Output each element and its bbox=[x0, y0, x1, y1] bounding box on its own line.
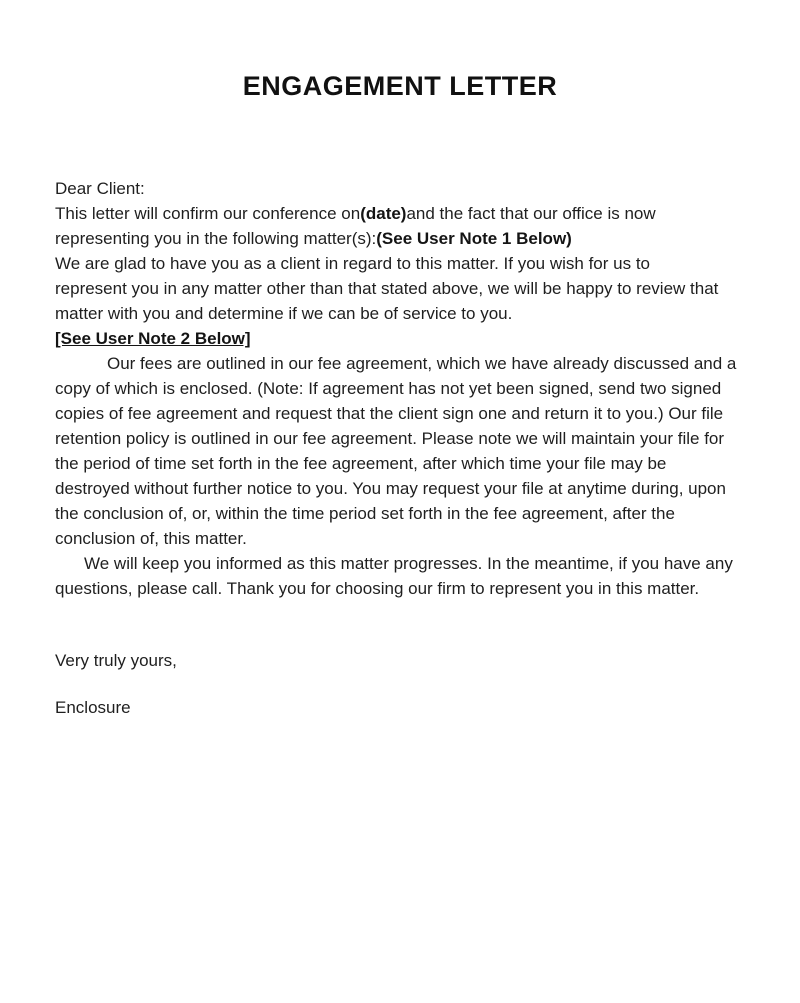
user-note-1-reference: (See User Note 1 Below) bbox=[376, 229, 572, 248]
paragraph-glad-client: We are glad to have you as a client in regard to this matter. If you wish for us to bbox=[55, 254, 650, 273]
represent-text: represent you in any matter other than that stated above, we will be happy to review that matter with you and determine if we can be of service to you. bbox=[55, 279, 719, 323]
date-placeholder: (date) bbox=[360, 204, 407, 223]
intro-text-2: and the fact that our office is now representing you in the following matter(s): bbox=[55, 204, 656, 248]
paragraph-conference-confirmation bbox=[55, 201, 745, 251]
enclosure-note: Enclosure bbox=[55, 698, 131, 717]
paragraph-fees-and-retention: Our fees are outlined in our fee agreement, which we have already discussed and a copy of which is enclosed. (Note: If agreement has not yet been signed, send two signed copies of fee agreement and request that the client sign one and return it to you.) Our file retention policy is outlined in our fee agreement. Please note we will maintain your file for the period of time set forth in the fee agreement, after which time your file may be destroyed without further notice to you. You may request your file at anytime during, upon the conclusion of, or, within the time period set forth in the fee agreement, after the conclusion of, this matter. bbox=[55, 354, 737, 548]
intro-text-1: This letter will confirm our conference on bbox=[55, 204, 361, 223]
closing-valediction: Very truly yours, bbox=[55, 651, 177, 670]
paragraph-other-matters bbox=[55, 276, 745, 351]
salutation: Dear Client: bbox=[55, 179, 145, 198]
user-note-2-reference: [See User Note 2 Below] bbox=[55, 329, 251, 348]
paragraph-keep-informed: We will keep you informed as this matter progresses. In the meantime, if you have any questions, please call. Thank you for choosing our firm to represent you in this matter. bbox=[55, 554, 733, 598]
document-title: ENGAGEMENT LETTER bbox=[242, 71, 558, 101]
